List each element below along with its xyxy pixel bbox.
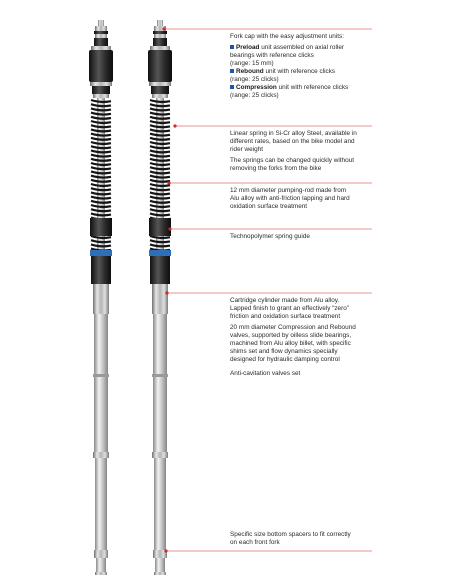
square-bullet-icon [230, 45, 234, 49]
rebound-label: Rebound [236, 68, 264, 75]
pumping-rod-annotation: 12 mm diameter pumping-rod made from Alu alloy with anti-friction lapping and hard oxidation surface treatment [230, 187, 350, 210]
spring-guide-annotation: Technopolymer spring guide [230, 233, 310, 240]
spring-annotation: Linear spring in Si-Cr alloy Steel, available in different rates, based on the bike model and rider weight The springs can be changed quickly without removing the forks from the bike [230, 130, 357, 172]
fork-cap-annotation: Fork cap with the easy adjustment units: Preload unit assembled on axial roller bearings with reference clicks (range: 15 mm) Rebound unit with reference clicks (range: 25 clicks) Compression unit with reference clicks (range: 25 clicks) [230, 33, 430, 100]
square-bullet-icon [230, 69, 234, 73]
cartridge-annotation: Cartridge cylinder made from Alu alloy. Lapped finish to grant an effectively “zero” friction and oxidation surface treatment 20 mm diameter Compression and Rebound valves, supported by oilless slide bearings, machined from Alu alloy billet, with specific shims set and flow dynamics specially designed for hydraulic damping control Anti-cavitation valves set [230, 297, 356, 377]
fork-cap-heading: Fork cap with the easy adjustment units: [230, 33, 345, 40]
square-bullet-icon [230, 85, 234, 89]
compression-label: Compression [236, 84, 277, 91]
preload-label: Preload [236, 44, 260, 51]
spacers-annotation: Specific size bottom spacers to fit correctly on each front fork [230, 531, 351, 546]
